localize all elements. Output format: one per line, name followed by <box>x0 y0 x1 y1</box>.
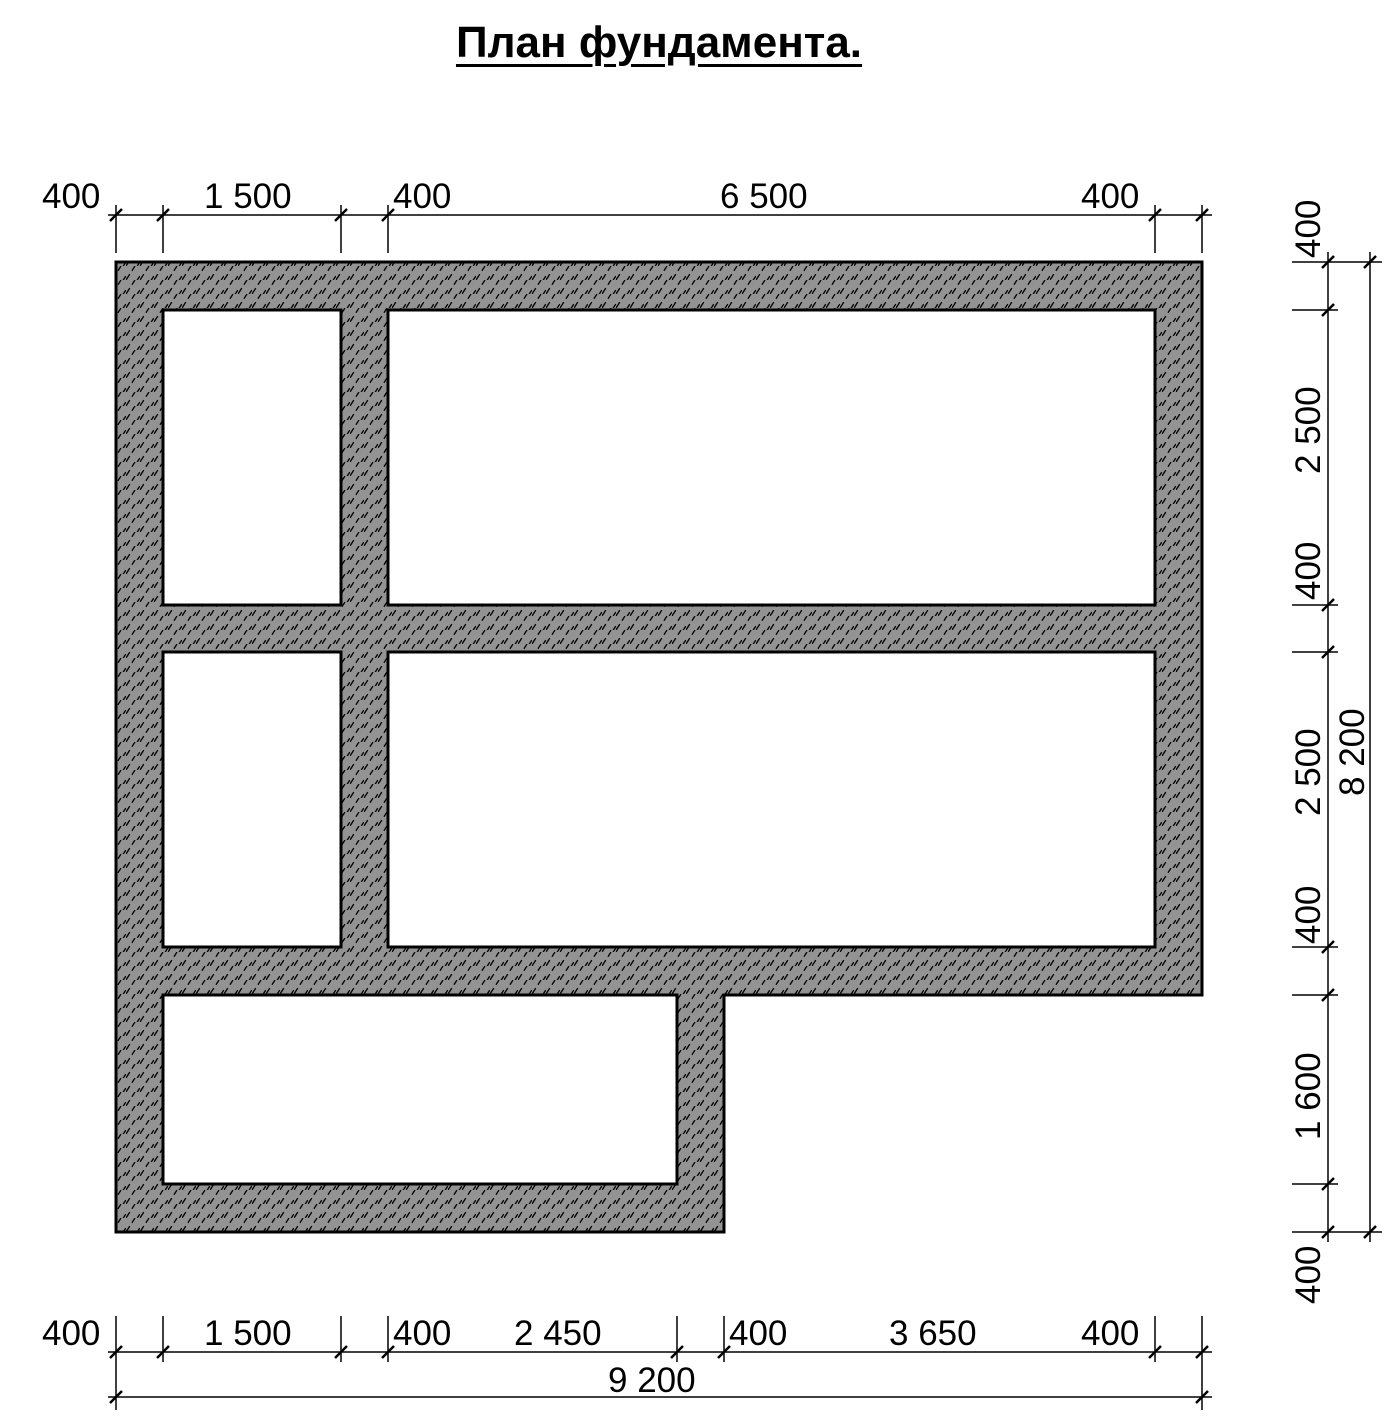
dim-right-2500-1: 2 500 <box>1289 386 1328 474</box>
dim-top-1500: 1 500 <box>204 177 292 216</box>
dim-right-1600: 1 600 <box>1289 1052 1328 1140</box>
dim-right-400-1: 400 <box>1289 199 1328 258</box>
dim-bottom-400-3: 400 <box>729 1314 788 1353</box>
bottom-dimension-labels <box>42 1314 1139 1400</box>
page-title: План фундамента. <box>455 18 863 67</box>
dim-right-400-4: 400 <box>1289 1245 1328 1304</box>
room-middle-left <box>163 652 341 947</box>
dim-bottom-400-2: 400 <box>393 1314 452 1353</box>
dim-bottom-400-1: 400 <box>42 1314 101 1353</box>
dim-bottom-3650: 3 650 <box>889 1314 977 1353</box>
top-dimension-labels <box>42 177 1139 216</box>
room-middle-right <box>388 652 1155 947</box>
dim-right-400-3: 400 <box>1289 885 1328 944</box>
dim-overall-height: 8 200 <box>1333 708 1372 796</box>
dim-overall-width: 9 200 <box>608 1361 696 1400</box>
room-top-right <box>388 310 1155 605</box>
dim-top-400-middle: 400 <box>393 177 452 216</box>
dim-top-400-left: 400 <box>42 177 101 216</box>
right-dimension-labels <box>1289 200 1372 1304</box>
rooms <box>163 310 1155 1184</box>
dim-bottom-2450: 2 450 <box>514 1314 602 1353</box>
dim-right-2500-2: 2 500 <box>1289 728 1328 816</box>
dim-bottom-1500: 1 500 <box>204 1314 292 1353</box>
dim-bottom-400-4: 400 <box>1081 1314 1140 1353</box>
room-bottom <box>163 995 677 1184</box>
room-top-left <box>163 310 341 605</box>
dim-top-400-right: 400 <box>1081 177 1140 216</box>
dim-top-6500: 6 500 <box>720 177 808 216</box>
dim-right-400-2: 400 <box>1289 541 1328 600</box>
